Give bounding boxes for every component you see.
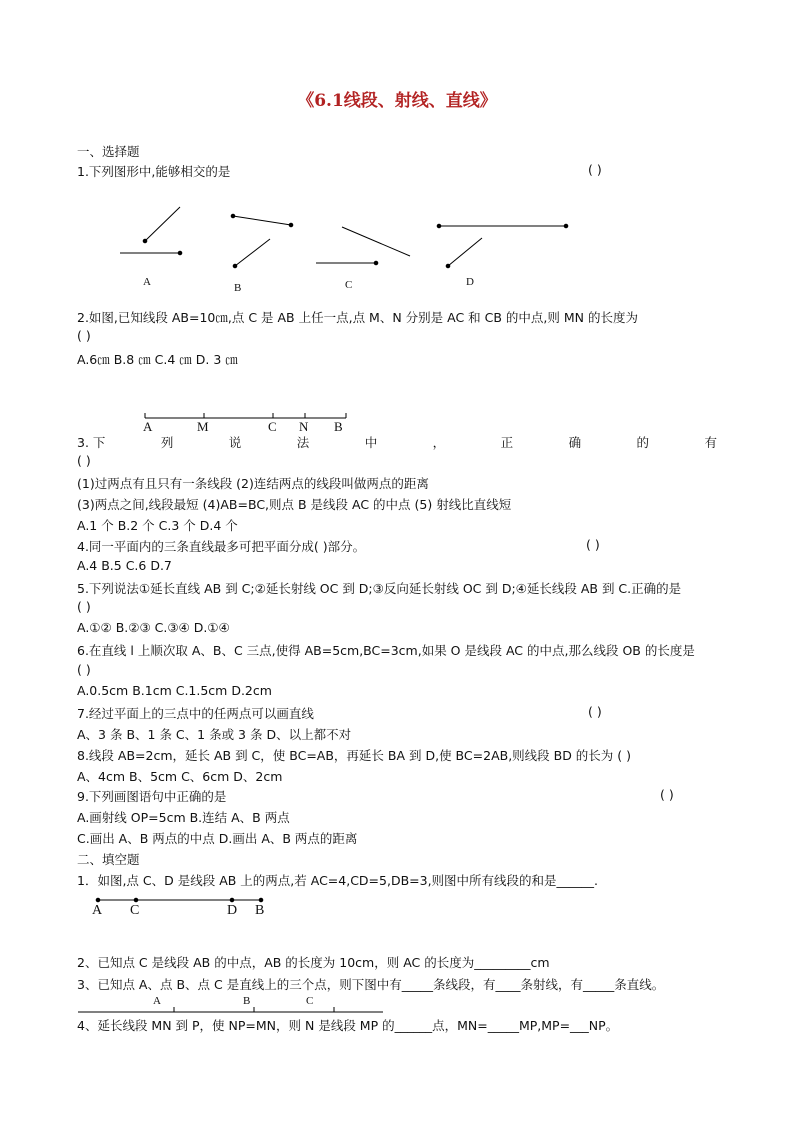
q4-answer-paren: ( ) (586, 537, 600, 552)
q1-answer-paren: ( ) (588, 162, 602, 177)
q9-options-line-1: A.画射线 OP=5cm B.连结 A、B 两点 (77, 810, 290, 825)
q2-options: A.6㎝ B.8 ㎝ C.4 ㎝ D. 3 ㎝ (77, 352, 238, 367)
q8-text: 8.线段 AB=2cm，延长 AB 到 C，使 BC=AB，再延长 BA 到 D,使 BC=2AB,则线段 BD 的长为 ( ) (77, 748, 632, 763)
f1-point-a: A (92, 903, 103, 918)
q2-segment-diagram (145, 413, 346, 418)
q5-options: A.①② B.②③ C.③④ D.①④ (77, 620, 230, 635)
q1-figure-c (316, 227, 410, 265)
f3-line-diagram (78, 1007, 383, 1012)
q9-text: 9.下列画图语句中正确的是 (77, 789, 227, 804)
q5-text: 5.下列说法①延长直线 AB 到 C;②延长射线 OC 到 D;③反向延长射线 OC 到 D;④延长线段 AB 到 C.正确的是 (77, 581, 682, 596)
q1-figure-a (120, 207, 182, 255)
f3-point-a: A (153, 995, 161, 1007)
q4-text: 4.同一平面内的三条直线最多可把平面分成( )部分。 (77, 539, 366, 554)
q7-text: 7.经过平面上的三点中的任两点可以画直线 (77, 706, 314, 721)
q6-text: 6.在直线 l 上顺次取 A、B、C 三点,使得 AB=5cm,BC=3cm,如果 O 是线段 AC 的中点,那么线段 OB 的长度是 (77, 643, 695, 658)
q2-answer-paren: ( ) (77, 328, 91, 343)
page-title: 《6.1线段、射线、直线》 (297, 91, 497, 111)
q1-figure-b (231, 214, 293, 268)
f1-segment-diagram (96, 898, 263, 902)
q1-label-a: A (143, 276, 151, 288)
f3-text: 3、已知点 A、点 B、点 C 是直线上的三个点，则下图中有_____条线段，有____条射线，有_____条直线。 (77, 977, 665, 992)
f2-text: 2、已知点 C 是线段 AB 的中点，AB 的长度为 10cm，则 AC 的长度为_________cm (77, 955, 550, 970)
q1-label-b: B (234, 282, 242, 294)
q2-point-a: A (143, 419, 153, 434)
q9-options-line-2: C.画出 A、B 两点的中点 D.画出 A、B 两点的距离 (77, 831, 358, 846)
section-choice-heading: 一、选择题 (77, 144, 140, 159)
q3-text: 3. 下 列 说 法 中 ， 正 确 的 有 (77, 435, 717, 450)
q3-options: A.1 个 B.2 个 C.3 个 D.4 个 (77, 518, 238, 533)
q2-text: 2.如图,已知线段 AB=10㎝,点 C 是 AB 上任一点,点 M、N 分别是 AC 和 CB 的中点,则 MN 的长度为 (77, 310, 638, 325)
section-fill-heading: 二、填空题 (77, 852, 140, 867)
q2-point-m: M (197, 419, 209, 434)
q2-point-c: C (268, 419, 277, 434)
q2-point-b: B (334, 419, 343, 434)
f4-text: 4、延长线段 MN 到 P，使 NP=MN，则 N 是线段 MP 的______点，MN=_____MP,MP=___NP。 (77, 1018, 619, 1033)
q3-answer-paren: ( ) (77, 453, 91, 468)
f1-point-c: C (130, 903, 140, 918)
q6-answer-paren: ( ) (77, 662, 91, 677)
q7-options: A、3 条 B、1 条 C、1 条或 3 条 D、以上都不对 (77, 727, 352, 742)
q1-figure-d (437, 224, 568, 268)
q1-label-d: D (466, 276, 474, 288)
q6-options: A.0.5cm B.1cm C.1.5cm D.2cm (77, 683, 272, 698)
q2-point-n: N (299, 419, 309, 434)
q3-statement-line-2: (3)两点之间,线段最短 (4)AB=BC,则点 B 是线段 AC 的中点 (5) 射线比直线短 (77, 497, 512, 512)
f3-point-b: B (243, 995, 251, 1007)
q1-text: 1.下列图形中,能够相交的是 (77, 164, 231, 179)
f1-point-b: B (255, 903, 265, 918)
q8-options: A、4cm B、5cm C、6cm D、2cm (77, 769, 283, 784)
f1-point-d: D (227, 903, 238, 918)
q5-answer-paren: ( ) (77, 599, 91, 614)
f1-text: 1．如图,点 C、D 是线段 AB 上的两点,若 AC=4,CD=5,DB=3,则图中所有线段的和是______. (77, 873, 599, 888)
q9-answer-paren: ( ) (660, 787, 674, 802)
q4-options: A.4 B.5 C.6 D.7 (77, 558, 172, 573)
q7-answer-paren: ( ) (588, 704, 602, 719)
f3-point-c: C (306, 995, 314, 1007)
q1-label-c: C (345, 279, 353, 291)
q3-statement-line-1: (1)过两点有且只有一条线段 (2)连结两点的线段叫做两点的距离 (77, 476, 429, 491)
